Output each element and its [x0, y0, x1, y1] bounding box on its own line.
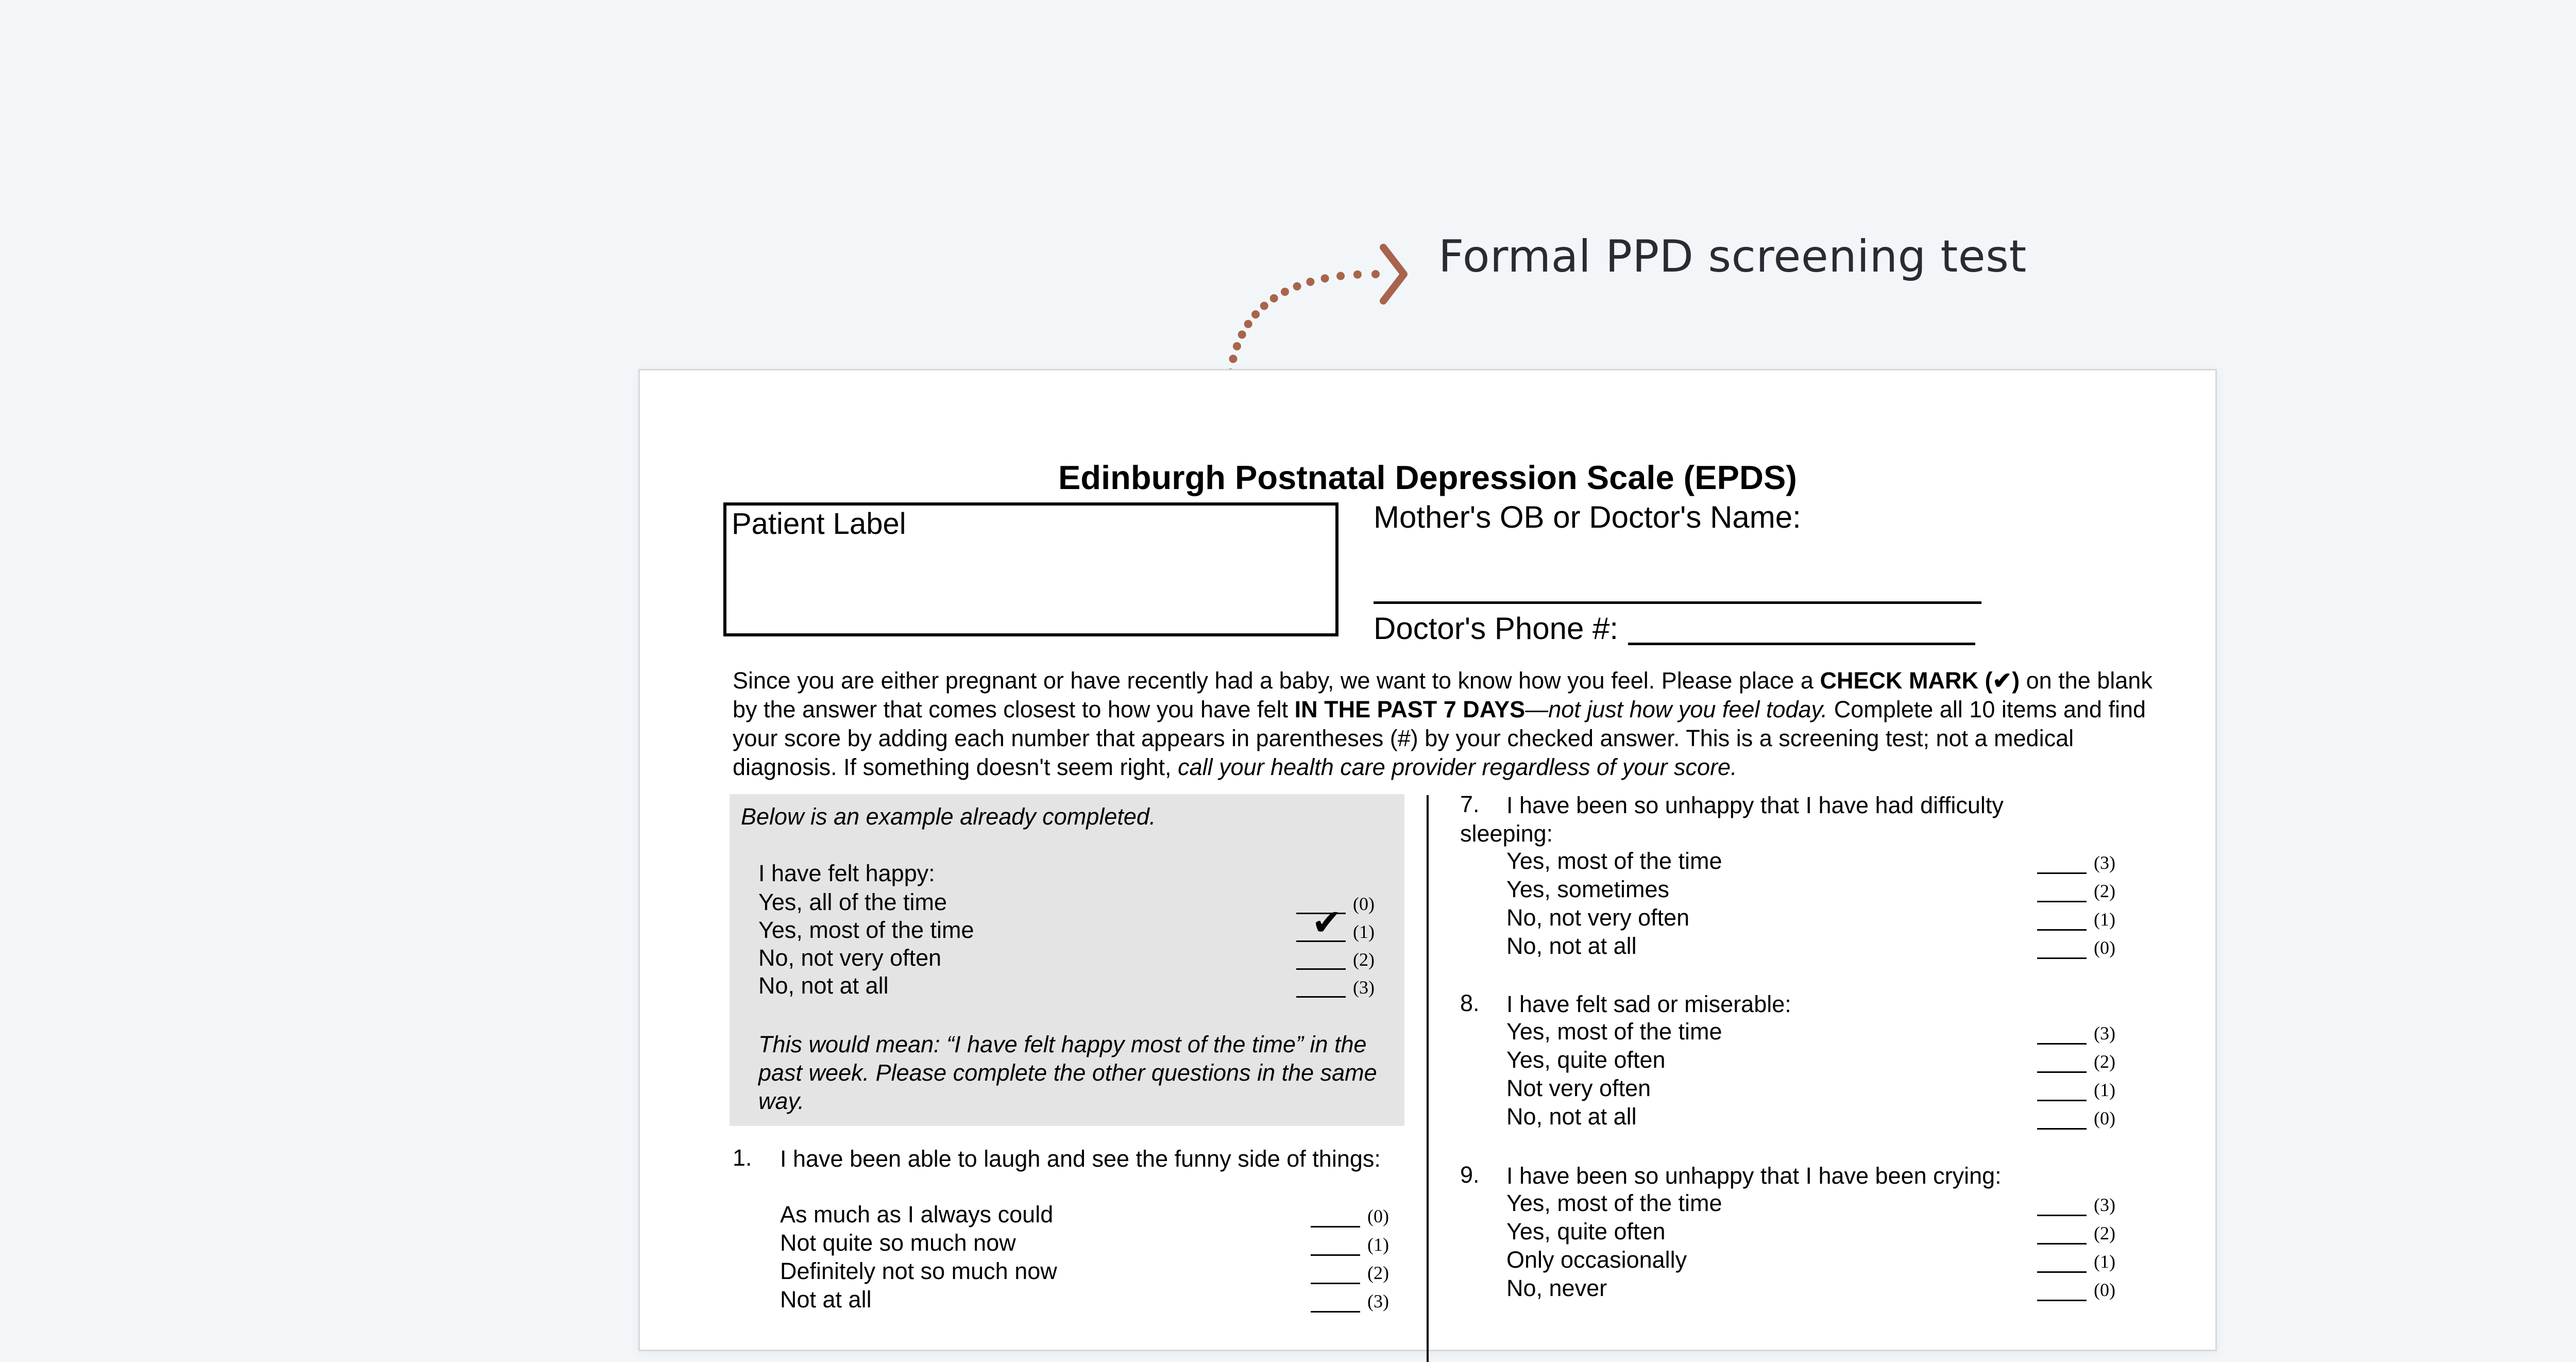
- answer-option: Not quite so much now: [780, 1230, 1016, 1256]
- example-blank: [1296, 996, 1346, 998]
- example-score: (0): [1353, 894, 1375, 914]
- answer-blank[interactable]: [2037, 1100, 2087, 1101]
- answer-blank[interactable]: [2037, 1300, 2087, 1301]
- answer-blank[interactable]: [2037, 929, 2087, 931]
- answer-blank[interactable]: [2037, 1128, 2087, 1130]
- answer-option: Yes, most of the time: [1506, 848, 1722, 874]
- answer-blank[interactable]: [1311, 1283, 1360, 1284]
- question-number: 1.: [733, 1145, 752, 1171]
- answer-option: No, not very often: [1506, 904, 1690, 931]
- answer-blank[interactable]: [1311, 1226, 1360, 1228]
- doctor-phone-label: Doctor's Phone #:: [1374, 611, 1619, 646]
- example-option: No, not very often: [758, 945, 942, 971]
- doctor-name-field[interactable]: [1374, 601, 1981, 604]
- answer-blank[interactable]: [1311, 1254, 1360, 1256]
- answer-score: (2): [1367, 1263, 1389, 1283]
- callout-label: Formal PPD screening test: [1438, 231, 2027, 282]
- question-text: I have felt sad or miserable:: [1506, 991, 1791, 1017]
- answer-blank[interactable]: [2037, 872, 2087, 874]
- question-text: I have been so unhappy that I have been crying:: [1506, 1163, 2002, 1189]
- question-text: I have been able to laugh and see the funny side of things:: [780, 1146, 1381, 1172]
- answer-option: As much as I always could: [780, 1201, 1054, 1228]
- answer-blank[interactable]: [2037, 1043, 2087, 1045]
- answer-blank[interactable]: [2037, 1215, 2087, 1216]
- answer-option: Not very often: [1506, 1075, 1651, 1101]
- answer-option: Yes, most of the time: [1506, 1190, 1722, 1216]
- answer-score: (2): [2094, 1051, 2115, 1072]
- example-option: Yes, all of the time: [758, 889, 947, 915]
- question-number: 8.: [1460, 990, 1480, 1016]
- answer-score: (3): [2094, 1023, 2115, 1044]
- answer-score: (0): [2094, 937, 2115, 958]
- answer-option: No, not at all: [1506, 1103, 1637, 1130]
- document-title: Edinburgh Postnatal Depression Scale (EPDS): [1058, 459, 1797, 496]
- answer-option: Not at all: [780, 1286, 872, 1313]
- instructions-paragraph: Since you are either pregnant or have recently had a baby, we want to know how you feel. Please place a CHECK MARK (✔) on the blank by the answer that comes closest to how you have felt IN THE PAST 7 DAYS—not just how you feel today. Complete all 10 items and find your score by adding each number that appears in parentheses (#) by your checked answer. This is a screening test; not a medical diagnosis. If something doesn't seem right, call your health care provider regardless of your score.: [733, 667, 2153, 780]
- column-divider: [1427, 795, 1429, 1362]
- answer-score: (3): [2094, 852, 2115, 873]
- answer-blank[interactable]: [2037, 1271, 2087, 1273]
- example-score: (3): [1353, 977, 1375, 998]
- question-text: I have been so unhappy that I have had difficulty sleeping:: [1460, 792, 2004, 847]
- answer-option: Yes, sometimes: [1506, 876, 1669, 902]
- answer-option: Yes, most of the time: [1506, 1018, 1722, 1045]
- answer-score: (0): [2094, 1108, 2115, 1129]
- check-mark-icon: ✔: [1312, 901, 1342, 944]
- answer-score: (1): [2094, 1251, 2115, 1272]
- answer-blank[interactable]: [1311, 1311, 1360, 1313]
- example-option: Yes, most of the time: [758, 917, 974, 943]
- example-box: [730, 794, 1404, 1126]
- answer-option: Yes, quite often: [1506, 1047, 1666, 1073]
- example-score: (1): [1353, 921, 1375, 942]
- answer-blank[interactable]: [2037, 1243, 2087, 1245]
- question-number: 9.: [1460, 1162, 1480, 1188]
- answer-blank[interactable]: [2037, 957, 2087, 959]
- answer-score: (0): [1367, 1206, 1389, 1226]
- example-question: I have felt happy:: [758, 860, 935, 886]
- answer-option: Definitely not so much now: [780, 1258, 1057, 1284]
- answer-score: (3): [1367, 1291, 1389, 1311]
- patient-label: Patient Label: [732, 507, 906, 541]
- answer-score: (0): [2094, 1280, 2115, 1300]
- answer-blank[interactable]: [2037, 1071, 2087, 1073]
- answer-score: (1): [2094, 1080, 2115, 1100]
- doctor-phone-field[interactable]: [1628, 643, 1975, 645]
- example-option: No, not at all: [758, 972, 889, 999]
- answer-score: (1): [2094, 909, 2115, 930]
- answer-option: Only occasionally: [1506, 1247, 1687, 1273]
- example-note: This would mean: “I have felt happy most of the time” in the past week. Please complete the other questions in the same way.: [758, 1031, 1377, 1114]
- doctor-name-label: Mother's OB or Doctor's Name:: [1374, 500, 1801, 534]
- example-score: (2): [1353, 949, 1375, 970]
- example-blank: [1296, 968, 1346, 970]
- epds-document: [638, 369, 2217, 1351]
- answer-score: (2): [2094, 881, 2115, 901]
- answer-blank[interactable]: [2037, 901, 2087, 902]
- question-number: 7.: [1460, 791, 1480, 817]
- answer-score: (2): [2094, 1223, 2115, 1243]
- answer-option: No, not at all: [1506, 933, 1637, 959]
- answer-score: (3): [2094, 1195, 2115, 1215]
- answer-option: No, never: [1506, 1275, 1607, 1301]
- answer-score: (1): [1367, 1234, 1389, 1255]
- patient-label-box: [723, 502, 1338, 636]
- answer-option: Yes, quite often: [1506, 1218, 1666, 1245]
- example-intro: Below is an example already completed.: [741, 803, 1156, 830]
